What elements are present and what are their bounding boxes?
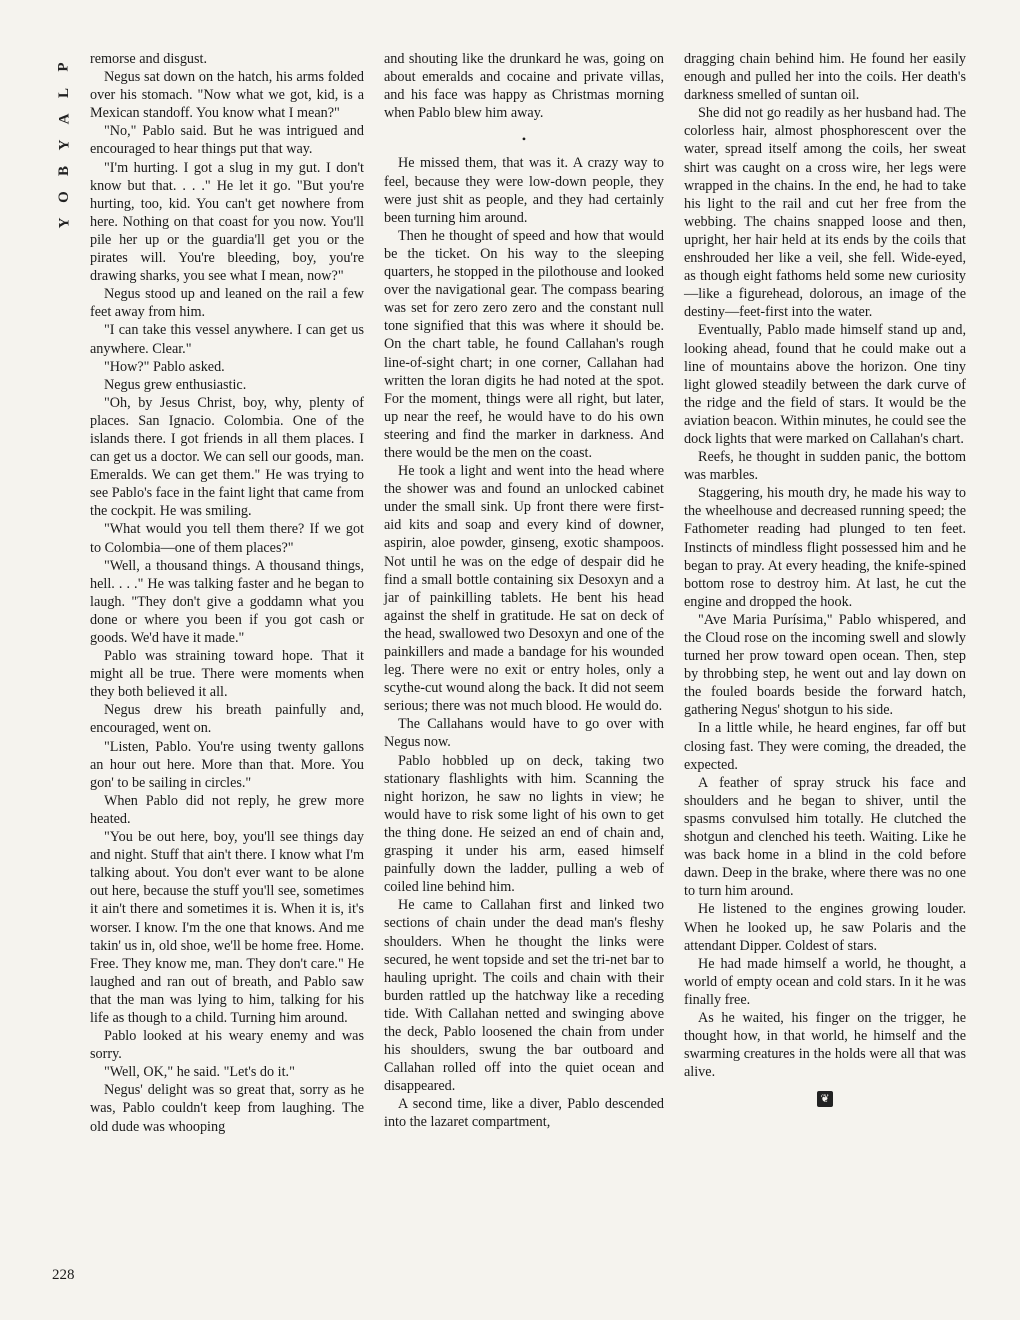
paragraph: He had made himself a world, he thought, a world of empty ocean and cold stars. In it he was finally free. — [684, 955, 966, 1008]
paragraph: "What would you tell them there? If we got to Colombia—one of them places?" — [90, 521, 364, 556]
paragraph: A second time, like a diver, Pablo descended into the lazaret compartment, — [384, 1096, 664, 1131]
paragraph: A feather of spray struck his face and shoulders and he began to shiver, until the spasms convulsed him totally. He clutched the shotgun and clenched his teeth. Waiting. Like he was back home in a blind in the cold before dawn. Deep in the brake, where there was no one to turn him around. — [684, 774, 966, 900]
section-break: • — [521, 132, 527, 147]
paragraph: He took a light and went into the head where the shower was and found an unlocked cabinet under the small sink. Up front there were first-aid kits and soap and every kind of downer, aspirin, aloe powder, ginseng, exotic shampoos. Not until he was on the edge of despair did he find a small bottle containing six Desoxyn and a jar of painkilling tablets. He bent his head against the shelf in gratitude. He sat on deck of the head, swallowed two Desoxyn and one of the painkillers and made a bandage for his wounded leg. There were no exit or entry holes, only a scythe-cut wound along the back. It did not seem serious; there was not much blood. He would do. — [384, 463, 664, 715]
paragraph: Negus grew enthusiastic. — [104, 376, 247, 393]
paragraph: Pablo hobbled up on deck, taking two stationary flashlights with him. Scanning the night horizon, he saw no lights in view; he would have to risk some light of his own to get the thing done. He seized an end of chain and, grasping it under his arm, eased himself painfully down the ladder, pulling a web of coiled line behind him. — [384, 752, 664, 896]
paragraph: She did not go readily as her husband had. The colorless hair, almost phosphorescent over the water, spread itself among the coils, her sweat shirt was caught on a cross wire, her legs were wrapped in the chains. In the end, he had to take his light to the rail and cut her free from the webbing. The chains snapped loose and then, upright, her hair held at its ends by the coils that enshrouded her like a veil, she fell. Wide-eyed, as though eight fathoms held some new curiosity—like a figurehead, dolorous, an image of the destiny—feet-first into the water. — [684, 105, 966, 321]
column-3-body — [684, 50, 966, 1081]
column-3 — [684, 50, 966, 1107]
paragraph: Reefs, he thought in sudden panic, the bottom was marbles. — [684, 449, 966, 484]
paragraph: Negus drew his breath painfully and, encouraged, went on. — [90, 702, 364, 737]
paragraph: Pablo looked at his weary enemy and was sorry. — [90, 1028, 364, 1063]
paragraph: In a little while, he heard engines, far off but closing fast. They were coming, the dreaded, the expected. — [684, 720, 966, 773]
paragraph: The Callahans would have to go over with Negus now. — [384, 716, 664, 751]
paragraph: and shouting like the drunkard he was, going on about emeralds and cocaine and private villas, and his face was happy as Christmas morning when Pablo blew him away. — [384, 51, 664, 122]
column-2-top — [384, 50, 664, 122]
paragraph: As he waited, his finger on the trigger, he thought how, in that world, he himself and the swarming creatures in the holds were all that was alive. — [684, 1009, 966, 1081]
paragraph: Eventually, Pablo made himself stand up and, looking ahead, found that he could make out a line of mountains above the horizon. One tiny light glowed steadily between the dark curve of the ridge and the field of stars. It would be the aviation beacon. Within minutes, he could see the dock lights that were marked on Callahan's chart. — [684, 322, 966, 447]
paragraph: "Well, OK," he said. "Let's do it." — [104, 1064, 295, 1081]
paragraph: "I'm hurting. I got a slug in my gut. I don't know but that. . . ." He let it go. "But you're hurting, too, kid. You can't get nowhere from here. Nothing on that coast for you now. You'll pile her up or the guardia'll get you or the pirates will. You're bleeding, boy, you're drawing sharks, you see what I mean, now?" — [90, 159, 364, 285]
paragraph: "Ave Maria Purísima," Pablo whispered, and the Cloud rose on the incoming swell and slowly turned her prow toward open ocean. Then, step by throbbing step, he went out and lay down on the fouled boards beside the forward hatch, gathering Negus' shotgun to his side. — [684, 611, 966, 719]
paragraph: When Pablo did not reply, he grew more heated. — [90, 792, 364, 827]
paragraph: Negus' delight was so great that, sorry as he was, Pablo couldn't keep from laughing. The old dude was whooping — [90, 1082, 364, 1135]
page-number: 228 — [52, 1267, 75, 1283]
masthead-letter: Y — [56, 217, 72, 229]
paragraph: He missed them, that was it. A crazy way to feel, because they were low-down people, they were just shit as people, and they had certainly been turning him around. — [384, 155, 664, 226]
paragraph: "Listen, Pablo. You're using twenty gallons an hour out here. More than that. More. You gon' to be sailing in circles." — [90, 738, 364, 791]
paragraph: dragging chain behind him. He found her easily enough and pulled her into the coils. Her death's darkness smelled of suntan oil. — [684, 51, 966, 104]
masthead-letter: B — [55, 165, 72, 177]
paragraph: He listened to the engines growing louder. When he looked up, he saw Polaris and the attendant Dipper. Coldest of stars. — [684, 901, 966, 954]
column-2-body — [384, 154, 664, 1131]
masthead-letter: Y — [56, 139, 72, 151]
masthead-letter: P — [55, 62, 72, 72]
paragraph: "You be out here, boy, you'll see things day and night. Stuff that ain't there. I know what I'm talking about. You don't ever want to be alone out here, because the stuff you'll see, sometimes it ain't there and sometimes it is. When it is, it's worser. I know. I'm the one that knows. And me takin' us in, old shoe, we'll be home free. Home. Free. They know me, man. They don't care." He laughed and ran out of breath, and Pablo saw that the man was lying to him, talking for his life as though to a child. Turning him around. — [90, 829, 364, 1026]
masthead — [54, 54, 74, 236]
paragraph: "I can take this vessel anywhere. I can get us anywhere. Clear." — [90, 322, 364, 357]
paragraph: Negus sat down on the hatch, his arms folded over his stomach. "Now what we got, kid, is a Mexican standoff. You know what I mean?" — [90, 69, 364, 122]
paragraph: Pablo was straining toward hope. That it might all be true. There were moments when they both believed it all. — [90, 648, 364, 701]
paragraph: Then he thought of speed and how that would be the ticket. On his way to the sleeping quarters, he stopped in the pilothouse and looked over the navigational gear. The compass bearing was set for zero zero zero and the constant null tone signified that this was where it should be. On the chart table, he found Callahan's rough line-of-sight chart; in one corner, Callahan had written the loran digits he had noted at the spot. For the moment, things were all right, but later, up near the reef, he would have to do his own steering and find the marker in darkness. And there would be the men on the coast. — [384, 227, 664, 461]
paragraph: Staggering, his mouth dry, he made his way to the wheelhouse and decreased running speed; the Fathometer reading had plunged to ten feet. Instincts of mindless flight possessed him and he began to pray. At every heading, the knife-spined bottom rose to destroy him. At last, he cut the engine and dropped the hook. — [684, 485, 966, 610]
paragraph: Negus stood up and leaned on the rail a few feet away from him. — [90, 286, 364, 321]
paragraph: remorse and disgust. — [90, 51, 208, 67]
masthead-letter: O — [55, 191, 72, 203]
masthead-letter: A — [56, 113, 72, 125]
paragraph: "Oh, by Jesus Christ, boy, why, plenty of places. San Ignacio. Colombia. One of the islands there. I got friends in all them places. I can get us a doctor. We can sell our goods, man. Emeralds. We can get them." He was trying to see Pablo's face in the faint light that came from the cockpit. He was smiling. — [90, 394, 364, 520]
paragraph: "Well, a thousand things. A thousand things, hell. . . ." He was talking faster and he began to laugh. "They don't give a goddamn what you done or where you been if you got cash or goods. We'd have it made." — [90, 557, 364, 646]
masthead-letter: L — [55, 87, 72, 99]
column-2 — [384, 50, 664, 1132]
paragraph: "No," Pablo said. But he was intrigued and encouraged to hear things put that way. — [90, 123, 364, 158]
paragraph: He came to Callahan first and linked two sections of chain under the dead man's fleshy shoulders. When he thought the links were secured, he went topside and set the tri-net bar to hauling upright. The coils and chain with their burden rattled up the hatchway like a receding tide. With Callahan netted and swinging above the deck, Pablo loosened the chain from under his shoulders, swung the bar outboard and Callahan rolled off into the quiet ocean and disappeared. — [384, 897, 664, 1095]
paragraph: "How?" Pablo asked. — [104, 358, 225, 375]
column-1 — [90, 50, 364, 1136]
playboy-rabbit-icon: ❦ — [817, 1091, 833, 1107]
